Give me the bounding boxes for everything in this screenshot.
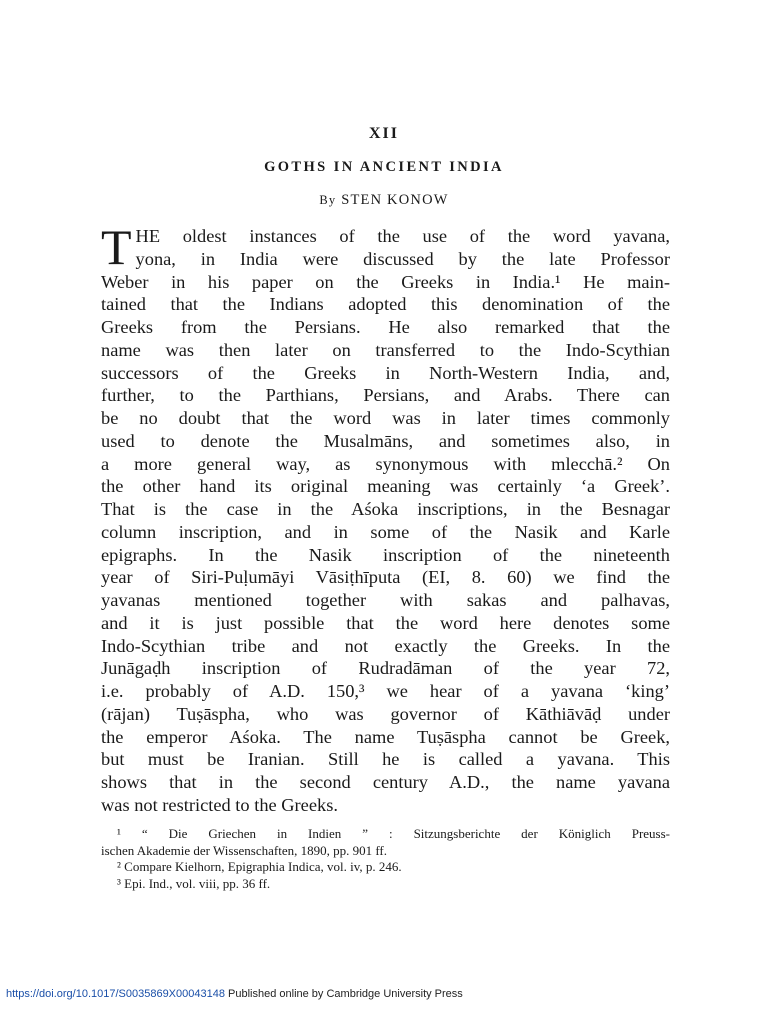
footnote-line: ischen Akademie der Wissenschaften, 1890, pp. 901 ff.: [101, 842, 388, 858]
body-line: but must be Iranian. Still he is called a yavana. This: [101, 749, 670, 770]
body-line: i.e. probably of A.D. 150,³ we hear of a yavana ‘king’: [101, 681, 670, 701]
body-line: yona, in India were discussed by the late Professor: [135, 248, 670, 269]
body-line: Greeks from the Persians. He also remarked that the: [101, 317, 670, 337]
body-line: Junāgaḍh inscription of Rudradāman of the year 72,: [101, 658, 670, 679]
body-line: HE oldest instances of the use of the word yavana,: [135, 226, 670, 246]
body-line: (rājan) Tuṣāspha, who was governor of Kāthiāvāḍ under: [101, 703, 670, 724]
chapter-number: XII: [368, 125, 399, 142]
body-line: tained that the Indians adopted this denomination of the: [101, 294, 670, 315]
body-line: shows that in the second century A.D., the name yavana: [101, 772, 670, 792]
page-footer: [6, 988, 463, 1000]
publisher-note: Published online by Cambridge University Press: [224, 988, 463, 1000]
chapter-title: GOTHS IN ANCIENT INDIA: [264, 159, 504, 175]
body-line: epigraphs. In the Nasik inscription of the nineteenth: [101, 544, 670, 565]
body-line: a more general way, as synonymous with mlecchā.² On: [101, 453, 670, 474]
body-line: and it is just possible that the word here denotes some: [101, 612, 670, 633]
footnotes: [101, 826, 670, 892]
body-line: successors of the Greeks in North-Western India, and,: [101, 362, 670, 383]
body-line: yavanas mentioned together with sakas and palhavas,: [101, 590, 670, 610]
body-line: column inscription, and in some of the Nasik and Karle: [101, 521, 670, 542]
body-line: further, to the Parthians, Persians, and Arabs. There can: [101, 385, 670, 406]
body-text: [101, 219, 670, 817]
body-line: Indo-Scythian tribe and not exactly the Greeks. In the: [101, 635, 670, 656]
body-line: be no doubt that the word was in later times commonly: [101, 408, 670, 428]
body-line: the other hand its original meaning was certainly ‘a Greek’.: [101, 476, 670, 497]
body-line: year of Siri-Puḷumāyi Vāsiṭhīputa (EI, 8. 60) we find the: [101, 567, 670, 588]
drop-cap: T: [101, 219, 132, 275]
byline-prefix: By: [319, 193, 337, 207]
footnote-line: ¹ “ Die Griechen in Indien ” : Sitzungsberichte der Königlich Preuss-: [117, 826, 670, 841]
body-line: was not restricted to the Greeks.: [101, 794, 338, 815]
doi-link[interactable]: https://doi.org/10.1017/S0035869X00043148: [6, 988, 225, 1000]
byline: [0, 192, 768, 209]
body-line: That is the case in the Aśoka inscriptions, in the Besnagar: [101, 499, 670, 519]
footnote-line: ³ Epi. Ind., vol. viii, pp. 36 ff.: [117, 875, 271, 891]
author-name: STEN KONOW: [341, 192, 449, 208]
body-line: name was then later on transferred to the Indo-Scythian: [101, 339, 670, 360]
footnote-line: ² Compare Kielhorn, Epigraphia Indica, vol. iv, p. 246.: [117, 859, 402, 875]
body-line: Weber in his paper on the Greeks in India.¹ He main-: [101, 271, 670, 292]
body-line: the emperor Aśoka. The name Tuṣāspha cannot be Greek,: [101, 726, 670, 747]
body-line: used to denote the Musalmāns, and sometimes also, in: [101, 430, 670, 451]
